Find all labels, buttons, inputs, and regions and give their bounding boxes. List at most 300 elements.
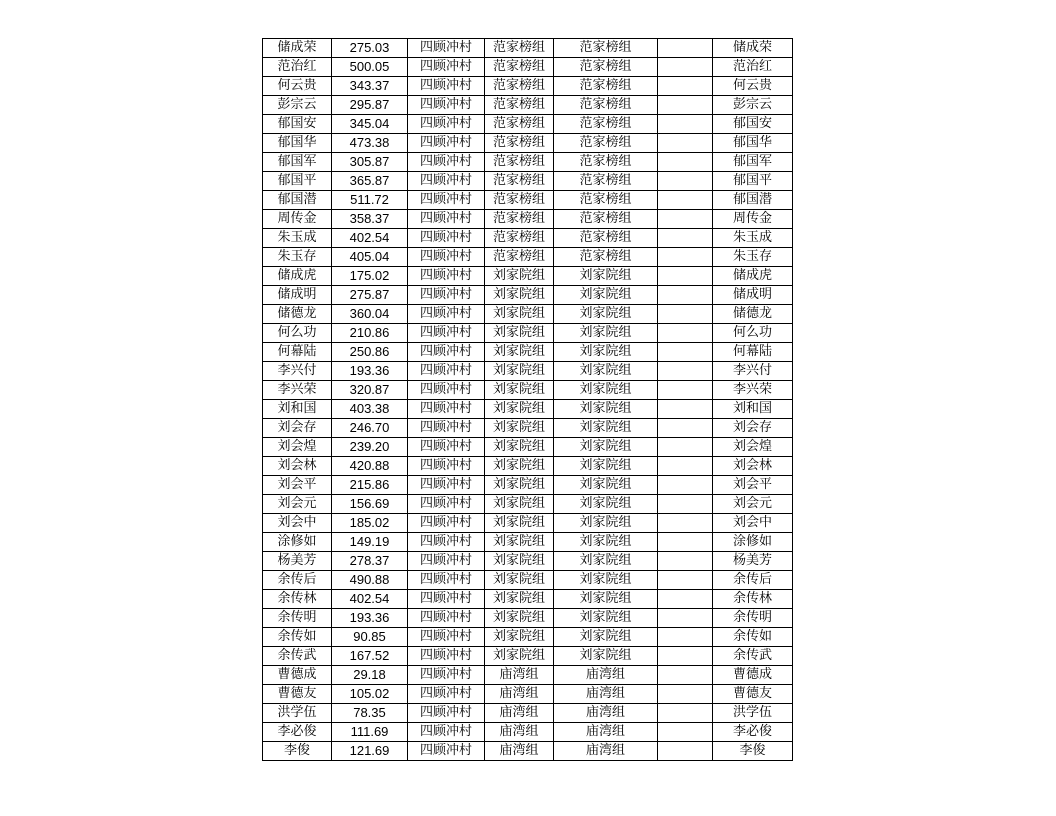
name-cell-2: 何么功 bbox=[713, 324, 793, 343]
amount-cell: 105.02 bbox=[332, 685, 408, 704]
village-cell: 四顾冲村 bbox=[408, 39, 485, 58]
name-cell: 彭宗云 bbox=[263, 96, 332, 115]
name-cell: 余传如 bbox=[263, 628, 332, 647]
group-cell: 范家榜组 bbox=[485, 210, 554, 229]
group-cell: 庙湾组 bbox=[485, 704, 554, 723]
group-cell: 范家榜组 bbox=[485, 39, 554, 58]
blank-cell bbox=[658, 476, 713, 495]
amount-cell: 210.86 bbox=[332, 324, 408, 343]
name-cell: 涂修如 bbox=[263, 533, 332, 552]
table-row bbox=[263, 609, 793, 628]
table-row bbox=[263, 438, 793, 457]
group-cell-2: 刘家院组 bbox=[554, 362, 658, 381]
table-row bbox=[263, 343, 793, 362]
group-cell: 范家榜组 bbox=[485, 191, 554, 210]
amount-cell: 29.18 bbox=[332, 666, 408, 685]
group-cell-2: 庙湾组 bbox=[554, 742, 658, 761]
group-cell: 范家榜组 bbox=[485, 115, 554, 134]
name-cell-2: 余传林 bbox=[713, 590, 793, 609]
amount-cell: 121.69 bbox=[332, 742, 408, 761]
village-cell: 四顾冲村 bbox=[408, 210, 485, 229]
blank-cell bbox=[658, 457, 713, 476]
name-cell-2: 范治红 bbox=[713, 58, 793, 77]
group-cell: 范家榜组 bbox=[485, 134, 554, 153]
blank-cell bbox=[658, 647, 713, 666]
name-cell: 余传林 bbox=[263, 590, 332, 609]
group-cell: 范家榜组 bbox=[485, 153, 554, 172]
group-cell-2: 范家榜组 bbox=[554, 210, 658, 229]
name-cell: 何幕陆 bbox=[263, 343, 332, 362]
group-cell-2: 刘家院组 bbox=[554, 457, 658, 476]
name-cell: 李必俊 bbox=[263, 723, 332, 742]
table-row bbox=[263, 210, 793, 229]
village-cell: 四顾冲村 bbox=[408, 571, 485, 590]
village-cell: 四顾冲村 bbox=[408, 191, 485, 210]
village-cell: 四顾冲村 bbox=[408, 476, 485, 495]
group-cell-2: 刘家院组 bbox=[554, 533, 658, 552]
amount-cell: 345.04 bbox=[332, 115, 408, 134]
group-cell: 刘家院组 bbox=[485, 267, 554, 286]
blank-cell bbox=[658, 514, 713, 533]
table-row bbox=[263, 286, 793, 305]
group-cell: 刘家院组 bbox=[485, 457, 554, 476]
village-cell: 四顾冲村 bbox=[408, 438, 485, 457]
blank-cell bbox=[658, 685, 713, 704]
name-cell: 郁国安 bbox=[263, 115, 332, 134]
blank-cell bbox=[658, 229, 713, 248]
village-cell: 四顾冲村 bbox=[408, 495, 485, 514]
village-cell: 四顾冲村 bbox=[408, 153, 485, 172]
blank-cell bbox=[658, 609, 713, 628]
amount-cell: 360.04 bbox=[332, 305, 408, 324]
group-cell-2: 范家榜组 bbox=[554, 134, 658, 153]
name-cell-2: 余传后 bbox=[713, 571, 793, 590]
name-cell-2: 李俊 bbox=[713, 742, 793, 761]
group-cell: 范家榜组 bbox=[485, 58, 554, 77]
group-cell-2: 刘家院组 bbox=[554, 647, 658, 666]
data-table bbox=[262, 38, 793, 761]
group-cell: 庙湾组 bbox=[485, 685, 554, 704]
village-cell: 四顾冲村 bbox=[408, 685, 485, 704]
amount-cell: 239.20 bbox=[332, 438, 408, 457]
blank-cell bbox=[658, 495, 713, 514]
blank-cell bbox=[658, 400, 713, 419]
village-cell: 四顾冲村 bbox=[408, 419, 485, 438]
blank-cell bbox=[658, 267, 713, 286]
group-cell: 刘家院组 bbox=[485, 533, 554, 552]
blank-cell bbox=[658, 191, 713, 210]
amount-cell: 511.72 bbox=[332, 191, 408, 210]
group-cell-2: 刘家院组 bbox=[554, 267, 658, 286]
name-cell: 郁国军 bbox=[263, 153, 332, 172]
name-cell-2: 储成明 bbox=[713, 286, 793, 305]
table-row bbox=[263, 590, 793, 609]
table-row bbox=[263, 476, 793, 495]
village-cell: 四顾冲村 bbox=[408, 77, 485, 96]
blank-cell bbox=[658, 419, 713, 438]
blank-cell bbox=[658, 210, 713, 229]
name-cell-2: 郁国安 bbox=[713, 115, 793, 134]
table-row bbox=[263, 191, 793, 210]
group-cell: 范家榜组 bbox=[485, 172, 554, 191]
group-cell: 刘家院组 bbox=[485, 609, 554, 628]
group-cell: 刘家院组 bbox=[485, 400, 554, 419]
name-cell-2: 周传金 bbox=[713, 210, 793, 229]
table-row bbox=[263, 58, 793, 77]
blank-cell bbox=[658, 571, 713, 590]
village-cell: 四顾冲村 bbox=[408, 172, 485, 191]
name-cell-2: 李兴付 bbox=[713, 362, 793, 381]
name-cell: 刘和国 bbox=[263, 400, 332, 419]
name-cell: 郁国潜 bbox=[263, 191, 332, 210]
village-cell: 四顾冲村 bbox=[408, 115, 485, 134]
name-cell: 杨美芳 bbox=[263, 552, 332, 571]
table-row bbox=[263, 248, 793, 267]
group-cell-2: 刘家院组 bbox=[554, 495, 658, 514]
name-cell-2: 何幕陆 bbox=[713, 343, 793, 362]
amount-cell: 278.37 bbox=[332, 552, 408, 571]
amount-cell: 365.87 bbox=[332, 172, 408, 191]
name-cell: 李兴荣 bbox=[263, 381, 332, 400]
name-cell-2: 彭宗云 bbox=[713, 96, 793, 115]
name-cell-2: 曹德成 bbox=[713, 666, 793, 685]
group-cell: 刘家院组 bbox=[485, 419, 554, 438]
village-cell: 四顾冲村 bbox=[408, 533, 485, 552]
group-cell: 刘家院组 bbox=[485, 305, 554, 324]
blank-cell bbox=[658, 381, 713, 400]
amount-cell: 193.36 bbox=[332, 609, 408, 628]
name-cell: 刘会平 bbox=[263, 476, 332, 495]
table-row bbox=[263, 77, 793, 96]
table-row bbox=[263, 514, 793, 533]
name-cell: 刘会存 bbox=[263, 419, 332, 438]
table-row bbox=[263, 495, 793, 514]
group-cell: 刘家院组 bbox=[485, 476, 554, 495]
blank-cell bbox=[658, 324, 713, 343]
village-cell: 四顾冲村 bbox=[408, 723, 485, 742]
amount-cell: 275.03 bbox=[332, 39, 408, 58]
table-row bbox=[263, 229, 793, 248]
table-row bbox=[263, 153, 793, 172]
group-cell: 刘家院组 bbox=[485, 286, 554, 305]
name-cell: 储成荣 bbox=[263, 39, 332, 58]
table-row bbox=[263, 172, 793, 191]
name-cell-2: 李必俊 bbox=[713, 723, 793, 742]
name-cell: 何么功 bbox=[263, 324, 332, 343]
name-cell: 余传后 bbox=[263, 571, 332, 590]
group-cell-2: 范家榜组 bbox=[554, 39, 658, 58]
name-cell-2: 涂修如 bbox=[713, 533, 793, 552]
group-cell: 刘家院组 bbox=[485, 381, 554, 400]
name-cell-2: 朱玉存 bbox=[713, 248, 793, 267]
table-row bbox=[263, 419, 793, 438]
blank-cell bbox=[658, 172, 713, 191]
name-cell: 郁国华 bbox=[263, 134, 332, 153]
name-cell-2: 余传明 bbox=[713, 609, 793, 628]
village-cell: 四顾冲村 bbox=[408, 514, 485, 533]
village-cell: 四顾冲村 bbox=[408, 742, 485, 761]
group-cell: 刘家院组 bbox=[485, 438, 554, 457]
name-cell-2: 刘和国 bbox=[713, 400, 793, 419]
group-cell-2: 范家榜组 bbox=[554, 153, 658, 172]
blank-cell bbox=[658, 58, 713, 77]
village-cell: 四顾冲村 bbox=[408, 343, 485, 362]
name-cell: 郁国平 bbox=[263, 172, 332, 191]
amount-cell: 320.87 bbox=[332, 381, 408, 400]
amount-cell: 358.37 bbox=[332, 210, 408, 229]
name-cell: 何云贵 bbox=[263, 77, 332, 96]
blank-cell bbox=[658, 305, 713, 324]
village-cell: 四顾冲村 bbox=[408, 134, 485, 153]
group-cell-2: 刘家院组 bbox=[554, 609, 658, 628]
village-cell: 四顾冲村 bbox=[408, 457, 485, 476]
group-cell-2: 庙湾组 bbox=[554, 685, 658, 704]
name-cell: 范治红 bbox=[263, 58, 332, 77]
name-cell: 刘会林 bbox=[263, 457, 332, 476]
name-cell-2: 余传武 bbox=[713, 647, 793, 666]
table-row bbox=[263, 267, 793, 286]
blank-cell bbox=[658, 115, 713, 134]
village-cell: 四顾冲村 bbox=[408, 400, 485, 419]
amount-cell: 250.86 bbox=[332, 343, 408, 362]
table-body bbox=[263, 39, 793, 761]
name-cell: 余传武 bbox=[263, 647, 332, 666]
group-cell: 刘家院组 bbox=[485, 514, 554, 533]
group-cell-2: 刘家院组 bbox=[554, 419, 658, 438]
name-cell: 李兴付 bbox=[263, 362, 332, 381]
table-row bbox=[263, 305, 793, 324]
table-row bbox=[263, 400, 793, 419]
name-cell: 周传金 bbox=[263, 210, 332, 229]
amount-cell: 215.86 bbox=[332, 476, 408, 495]
group-cell: 庙湾组 bbox=[485, 666, 554, 685]
blank-cell bbox=[658, 533, 713, 552]
amount-cell: 305.87 bbox=[332, 153, 408, 172]
table-row bbox=[263, 571, 793, 590]
amount-cell: 246.70 bbox=[332, 419, 408, 438]
name-cell-2: 刘会煌 bbox=[713, 438, 793, 457]
table-row bbox=[263, 457, 793, 476]
village-cell: 四顾冲村 bbox=[408, 609, 485, 628]
name-cell-2: 储成虎 bbox=[713, 267, 793, 286]
village-cell: 四顾冲村 bbox=[408, 647, 485, 666]
amount-cell: 78.35 bbox=[332, 704, 408, 723]
group-cell: 刘家院组 bbox=[485, 495, 554, 514]
amount-cell: 403.38 bbox=[332, 400, 408, 419]
village-cell: 四顾冲村 bbox=[408, 590, 485, 609]
name-cell-2: 郁国华 bbox=[713, 134, 793, 153]
table-row bbox=[263, 666, 793, 685]
name-cell-2: 刘会平 bbox=[713, 476, 793, 495]
group-cell-2: 刘家院组 bbox=[554, 514, 658, 533]
group-cell: 范家榜组 bbox=[485, 229, 554, 248]
village-cell: 四顾冲村 bbox=[408, 666, 485, 685]
name-cell: 刘会中 bbox=[263, 514, 332, 533]
group-cell-2: 范家榜组 bbox=[554, 172, 658, 191]
blank-cell bbox=[658, 362, 713, 381]
village-cell: 四顾冲村 bbox=[408, 704, 485, 723]
group-cell-2: 刘家院组 bbox=[554, 400, 658, 419]
name-cell-2: 李兴荣 bbox=[713, 381, 793, 400]
group-cell-2: 刘家院组 bbox=[554, 552, 658, 571]
name-cell: 储德龙 bbox=[263, 305, 332, 324]
group-cell-2: 庙湾组 bbox=[554, 723, 658, 742]
blank-cell bbox=[658, 666, 713, 685]
name-cell: 曹德成 bbox=[263, 666, 332, 685]
table-row bbox=[263, 381, 793, 400]
village-cell: 四顾冲村 bbox=[408, 96, 485, 115]
name-cell-2: 洪学伍 bbox=[713, 704, 793, 723]
table-row bbox=[263, 115, 793, 134]
blank-cell bbox=[658, 286, 713, 305]
group-cell-2: 刘家院组 bbox=[554, 305, 658, 324]
group-cell-2: 范家榜组 bbox=[554, 96, 658, 115]
blank-cell bbox=[658, 153, 713, 172]
group-cell: 刘家院组 bbox=[485, 552, 554, 571]
name-cell: 李俊 bbox=[263, 742, 332, 761]
group-cell-2: 范家榜组 bbox=[554, 191, 658, 210]
group-cell: 刘家院组 bbox=[485, 343, 554, 362]
name-cell-2: 郁国平 bbox=[713, 172, 793, 191]
table-row bbox=[263, 647, 793, 666]
group-cell-2: 刘家院组 bbox=[554, 476, 658, 495]
amount-cell: 490.88 bbox=[332, 571, 408, 590]
village-cell: 四顾冲村 bbox=[408, 552, 485, 571]
group-cell: 范家榜组 bbox=[485, 77, 554, 96]
name-cell: 朱玉存 bbox=[263, 248, 332, 267]
amount-cell: 405.04 bbox=[332, 248, 408, 267]
group-cell: 范家榜组 bbox=[485, 96, 554, 115]
amount-cell: 90.85 bbox=[332, 628, 408, 647]
table-row bbox=[263, 723, 793, 742]
amount-cell: 175.02 bbox=[332, 267, 408, 286]
name-cell-2: 余传如 bbox=[713, 628, 793, 647]
amount-cell: 149.19 bbox=[332, 533, 408, 552]
table-row bbox=[263, 742, 793, 761]
blank-cell bbox=[658, 248, 713, 267]
group-cell-2: 庙湾组 bbox=[554, 704, 658, 723]
blank-cell bbox=[658, 77, 713, 96]
group-cell-2: 范家榜组 bbox=[554, 77, 658, 96]
table-row bbox=[263, 324, 793, 343]
name-cell: 刘会元 bbox=[263, 495, 332, 514]
group-cell-2: 刘家院组 bbox=[554, 438, 658, 457]
group-cell-2: 庙湾组 bbox=[554, 666, 658, 685]
group-cell: 刘家院组 bbox=[485, 571, 554, 590]
table-row bbox=[263, 704, 793, 723]
village-cell: 四顾冲村 bbox=[408, 362, 485, 381]
group-cell-2: 范家榜组 bbox=[554, 229, 658, 248]
group-cell-2: 刘家院组 bbox=[554, 381, 658, 400]
amount-cell: 402.54 bbox=[332, 229, 408, 248]
blank-cell bbox=[658, 552, 713, 571]
group-cell-2: 范家榜组 bbox=[554, 115, 658, 134]
village-cell: 四顾冲村 bbox=[408, 58, 485, 77]
table-row bbox=[263, 96, 793, 115]
name-cell-2: 郁国军 bbox=[713, 153, 793, 172]
name-cell-2: 刘会存 bbox=[713, 419, 793, 438]
name-cell-2: 储德龙 bbox=[713, 305, 793, 324]
amount-cell: 402.54 bbox=[332, 590, 408, 609]
amount-cell: 343.37 bbox=[332, 77, 408, 96]
blank-cell bbox=[658, 590, 713, 609]
amount-cell: 193.36 bbox=[332, 362, 408, 381]
blank-cell bbox=[658, 39, 713, 58]
group-cell: 刘家院组 bbox=[485, 590, 554, 609]
name-cell-2: 何云贵 bbox=[713, 77, 793, 96]
amount-cell: 473.38 bbox=[332, 134, 408, 153]
amount-cell: 156.69 bbox=[332, 495, 408, 514]
amount-cell: 167.52 bbox=[332, 647, 408, 666]
name-cell-2: 曹德友 bbox=[713, 685, 793, 704]
name-cell-2: 朱玉成 bbox=[713, 229, 793, 248]
blank-cell bbox=[658, 96, 713, 115]
table-row bbox=[263, 134, 793, 153]
group-cell-2: 刘家院组 bbox=[554, 628, 658, 647]
village-cell: 四顾冲村 bbox=[408, 305, 485, 324]
name-cell: 刘会煌 bbox=[263, 438, 332, 457]
amount-cell: 295.87 bbox=[332, 96, 408, 115]
amount-cell: 420.88 bbox=[332, 457, 408, 476]
group-cell: 庙湾组 bbox=[485, 742, 554, 761]
group-cell: 刘家院组 bbox=[485, 362, 554, 381]
group-cell-2: 刘家院组 bbox=[554, 343, 658, 362]
name-cell-2: 刘会林 bbox=[713, 457, 793, 476]
group-cell: 刘家院组 bbox=[485, 628, 554, 647]
blank-cell bbox=[658, 742, 713, 761]
name-cell-2: 杨美芳 bbox=[713, 552, 793, 571]
name-cell-2: 储成荣 bbox=[713, 39, 793, 58]
group-cell-2: 范家榜组 bbox=[554, 58, 658, 77]
group-cell: 范家榜组 bbox=[485, 248, 554, 267]
village-cell: 四顾冲村 bbox=[408, 324, 485, 343]
village-cell: 四顾冲村 bbox=[408, 248, 485, 267]
group-cell: 刘家院组 bbox=[485, 324, 554, 343]
village-cell: 四顾冲村 bbox=[408, 229, 485, 248]
name-cell: 储成明 bbox=[263, 286, 332, 305]
amount-cell: 111.69 bbox=[332, 723, 408, 742]
group-cell: 刘家院组 bbox=[485, 647, 554, 666]
group-cell: 庙湾组 bbox=[485, 723, 554, 742]
blank-cell bbox=[658, 438, 713, 457]
blank-cell bbox=[658, 134, 713, 153]
village-cell: 四顾冲村 bbox=[408, 286, 485, 305]
blank-cell bbox=[658, 343, 713, 362]
group-cell-2: 刘家院组 bbox=[554, 324, 658, 343]
name-cell-2: 刘会中 bbox=[713, 514, 793, 533]
name-cell: 洪学伍 bbox=[263, 704, 332, 723]
village-cell: 四顾冲村 bbox=[408, 628, 485, 647]
village-cell: 四顾冲村 bbox=[408, 267, 485, 286]
table-row bbox=[263, 39, 793, 58]
blank-cell bbox=[658, 723, 713, 742]
group-cell-2: 刘家院组 bbox=[554, 286, 658, 305]
amount-cell: 275.87 bbox=[332, 286, 408, 305]
table-row bbox=[263, 362, 793, 381]
name-cell: 储成虎 bbox=[263, 267, 332, 286]
group-cell-2: 范家榜组 bbox=[554, 248, 658, 267]
name-cell: 余传明 bbox=[263, 609, 332, 628]
blank-cell bbox=[658, 704, 713, 723]
name-cell-2: 刘会元 bbox=[713, 495, 793, 514]
table-row bbox=[263, 685, 793, 704]
table-row bbox=[263, 628, 793, 647]
group-cell-2: 刘家院组 bbox=[554, 590, 658, 609]
name-cell-2: 郁国潜 bbox=[713, 191, 793, 210]
village-cell: 四顾冲村 bbox=[408, 381, 485, 400]
amount-cell: 185.02 bbox=[332, 514, 408, 533]
table-row bbox=[263, 552, 793, 571]
